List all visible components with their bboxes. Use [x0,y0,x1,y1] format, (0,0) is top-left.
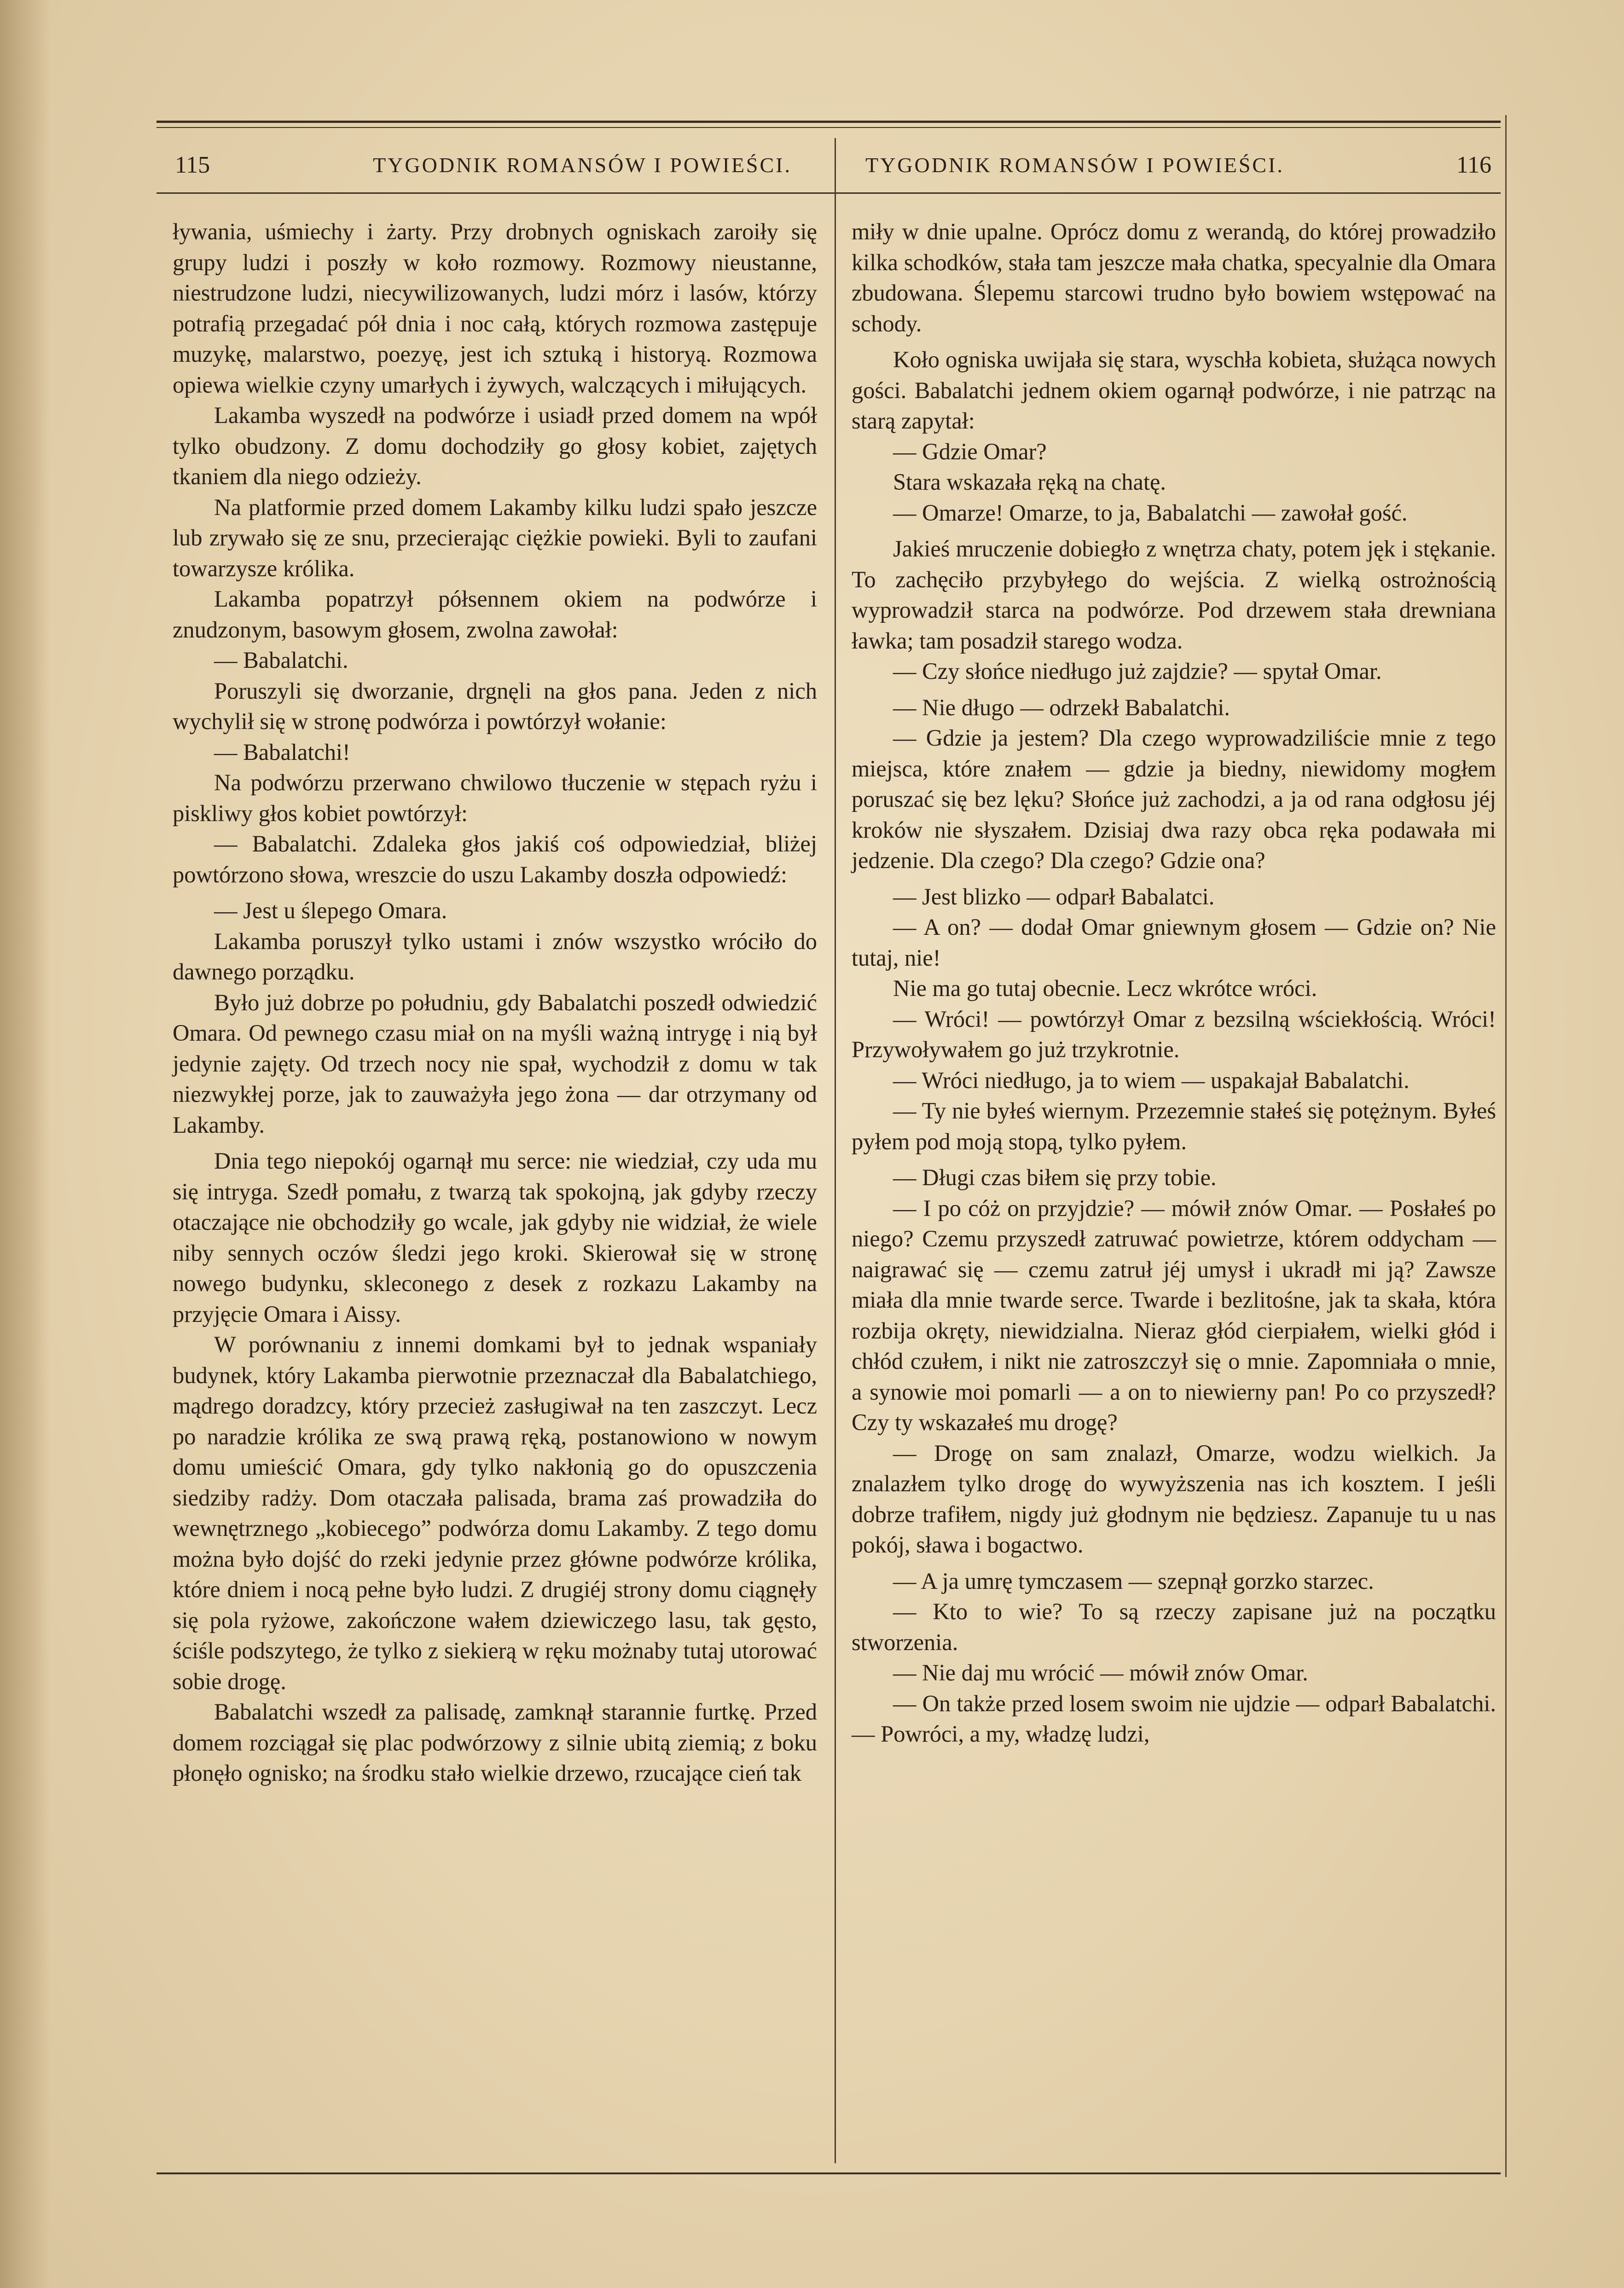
paragraph: — On także przed losem swoim nie ujdzie — odparł Babalatchi. — Powróci, a my, władzę ludzi, [852,1690,1496,1747]
paragraph: — A ja umrę tymczasem — szepnął gorzko starzec. [893,1568,1374,1594]
left-running-title: TYGODNIK ROMANSÓW I POWIEŚCI. [373,153,792,177]
paragraph: Na podwórzu przerwano chwilowo tłuczenie w stępach ryżu i piskliwy głos kobiet powtórzył: [173,770,817,826]
binding-shadow [0,0,51,2288]
paragraph: — Wróci niedługo, ja to wiem — uspakajał Babalatchi. [893,1067,1409,1093]
paragraph: W porównaniu z innemi domkami był to jednak wspaniały budynek, który Lakamba pierwotnie przeznaczał dla Babalatchiego, mądrego doradzcy, który przecież zasługiwał na ten zaszczyt. Lecz po naradzie królika ze swą prawą ręką, postanowiono w nowym domu umieścić Omara, gdy tylko nakłonią go do opuszczenia siedziby radży. Dom otaczała palisada, brama zaś prowadziła do wewnętrznego „kobiecego” podwórza domu Lakamby. Z tego domu można było dojść do rzeki jedynie przez główne podwórze królika, które dniem i nocą pełne było ludzi. Z drugiéj strony domu ciągnęły się pola ryżowe, zakończone wałem dziewiczego lasu, tak gęsto, ściśle podszytego, że tylko z siekierą w ręku możnaby tutaj utorować sobie drogę. [173,1332,817,1694]
paragraph: — Jest u ślepego Omara. [214,898,447,923]
paragraph: — Ty nie byłeś wiernym. Przezemnie stałeś się potężnym. Byłeś pyłem pod moją stopą, tylko pyłem. [852,1098,1496,1154]
paragraph: — Nie daj mu wrócić — mówił znów Omar. [893,1660,1308,1686]
paragraph: — A on? — dodał Omar gniewnym głosem — Gdzie on? Nie tutaj, nie! [852,914,1496,971]
paragraph: — Jest blizko — odparł Babalatci. [893,883,1215,909]
paragraph: Lakamba wyszedł na podwórze i usiadł przed domem na wpół tylko obudzony. Z domu dochodziły go głosy kobiet, zajętych tkaniem dla niego odzieży. [173,402,817,489]
top-rule-thin [157,127,1501,128]
left-page-number: 115 [175,151,210,178]
top-rule [157,121,1501,123]
bottom-rule [157,2172,1501,2174]
paragraph: Stara wskazała ręką na chatę. [893,469,1166,495]
right-column [852,216,1496,1749]
right-page-number: 116 [1456,151,1491,178]
paragraph: — Czy słońce niedługo już zajdzie? — spytał Omar. [893,658,1382,684]
paragraph: Koło ogniska uwijała się stara, wyschła kobieta, służąca nowych gości. Babalatchi jednem okiem ogarnął podwórze, i nie patrząc na starą zapytał: [852,347,1496,434]
right-margin-line [1505,115,1507,2177]
column-divider [835,138,836,2163]
paragraph: — Babalatchi. [214,647,348,673]
header-left [175,146,819,183]
paragraph: Poruszyli się dworzanie, drgnęli na głos pana. Jeden z nich wychylił się w stronę podwórza i powtórzył wołanie: [173,678,817,734]
paragraph: Jakieś mruczenie dobiegło z wnętrza chaty, potem jęk i stękanie. To zachęciło przybyłego do wejścia. Z wielką ostrożnością wyprowadził starca na podwórze. Pod drzewem stała drewniana ławka; tam posadził starego wodza. [852,536,1496,654]
paragraph: — Wróci! — powtórzył Omar z bezsilną wściekłością. Wróci! Przywoływałem go już trzykrotnie. [852,1006,1496,1062]
paragraph: — Gdzie ja jestem? Dla czego wyprowadziliście mnie z tego miejsca, które znałem — gdzie ja biedny, niewidomy mogłem poruszać się bez lęku? Słońce już zachodzi, a ja od rana odgłosu jéj kroków nie słyszałem. Dzisiaj dwa razy obca ręka podawała mi jedzenie. Dla czego? Dla czego? Gdzie ona? [852,725,1496,873]
paragraph: — Babalatchi! [214,739,350,765]
paragraph: Babalatchi wszedł za palisadę, zamknął starannie furtkę. Przed domem rozciągał się plac podwórzowy z silnie ubitą ziemią; z boku płonęło ognisko; na środku stało wielkie drzewo, rzucające cień tak [173,1699,817,1786]
paragraph: ływania, uśmiechy i żarty. Przy drobnych ogniskach zaroiły się grupy ludzi i poszły w koło rozmowy. Rozmowy nieustanne, niestrudzone ludzi, niecywilizowanych, ludzi mórz i lasów, którzy potrafią przegadać pół dnia i noc całą, których rozmowa zastępuje muzykę, malarstwo, poezyę, jest ich sztuką i historyą. Rozmowa opiewa wielkie czyny umarłych i żywych, walczących i miłujących. [173,219,817,398]
right-running-title: TYGODNIK ROMANSÓW I POWIEŚCI. [865,153,1284,177]
paragraph: — I po cóż on przyjdzie? — mówił znów Omar. — Posłałeś po niego? Czemu przyszedł zatruwać powietrze, którem oddycham — naigrawać się — czemu zatruł jéj umysł i ukradł mi ją? Zawsze miała dla mnie twarde serce. Twarde i bezlitośne, jak ta skała, która rozbija okręty, niewidzialna. Nieraz głód cierpiałem, wielki głód i chłód czułem, i nikt nie zatroszczył się o mnie. Zapomniała o mnie, a synowie moi pomarli — a on to niewierny pan! Po co przyszedł? Czy ty wskazałeś mu drogę? [852,1195,1496,1435]
paragraph: Było już dobrze po południu, gdy Babalatchi poszedł odwiedzić Omara. Od pewnego czasu miał on na myśli ważną intrygę i nią był jedynie zajęty. Od trzech nocy nie spał, wychodził z domu w tak niezwykłej porze, jak to zauważyła jego żona — dar otrzymany od Lakamby. [173,989,817,1138]
left-column [173,216,817,1789]
paragraph: miły w dnie upalne. Oprócz domu z werandą, do której prowadziło kilka schodków, stała tam jeszcze mała chatka, specyalnie dla Omara zbudowana. Ślepemu starcowi trudno było bowiem wstępować na schody. [852,219,1496,336]
paragraph: — Długi czas biłem się przy tobie. [893,1164,1217,1190]
paragraph: — Gdzie Omar? [893,438,1047,464]
paragraph: — Nie długo — odrzekł Babalatchi. [893,694,1230,720]
paragraph: Dnia tego niepokój ogarnął mu serce: nie wiedział, czy uda mu się intryga. Szedł pomału, z twarzą tak spokojną, jak gdyby rzeczy otaczające nie obchodziły go wcale, jak gdyby nie widział, że wiele niby sennych oczów śledzi jego kroki. Skierował się w stronę nowego budynku, skleconego z desek z rozkazu Lakamby na przyjęcie Omara i Aissy. [173,1148,817,1327]
paragraph: — Kto to wie? To są rzeczy zapisane już na początku stworzenia. [852,1599,1496,1655]
paragraph: — Babalatchi. Zdaleka głos jakiś coś odpowiedział, bliżej powtórzono słowa, wreszcie do uszu Lakamby doszła odpowiedź: [173,831,817,887]
paragraph: — Omarze! Omarze, to ja, Babalatchi — zawołał gość. [893,499,1408,526]
paragraph: Nie ma go tutaj obecnie. Lecz wkrótce wróci. [893,975,1317,1001]
paragraph: Lakamba poruszył tylko ustami i znów wszystko wróciło do dawnego porządku. [173,928,817,985]
paragraph: Na platformie przed domem Lakamby kilku ludzi spało jeszcze lub zrywało się ze snu, przecierając ciężkie powieki. Byli to zaufani towarzysze królika. [173,494,817,581]
header-right [856,146,1491,183]
paragraph: Lakamba popatrzył półsennem okiem na podwórze i znudzonym, basowym głosem, zwolna zawołał: [173,586,817,643]
paragraph: — Drogę on sam znalazł, Omarze, wodzu wielkich. Ja znalazłem tylko drogę do wywyższenia nas ich kosztem. I jeśli dobrze trafiłem, nigdy już głodnym nie będziesz. Zapanuje tu u nas pokój, sława i bogactwo. [852,1440,1496,1558]
header-rule [157,192,1501,194]
